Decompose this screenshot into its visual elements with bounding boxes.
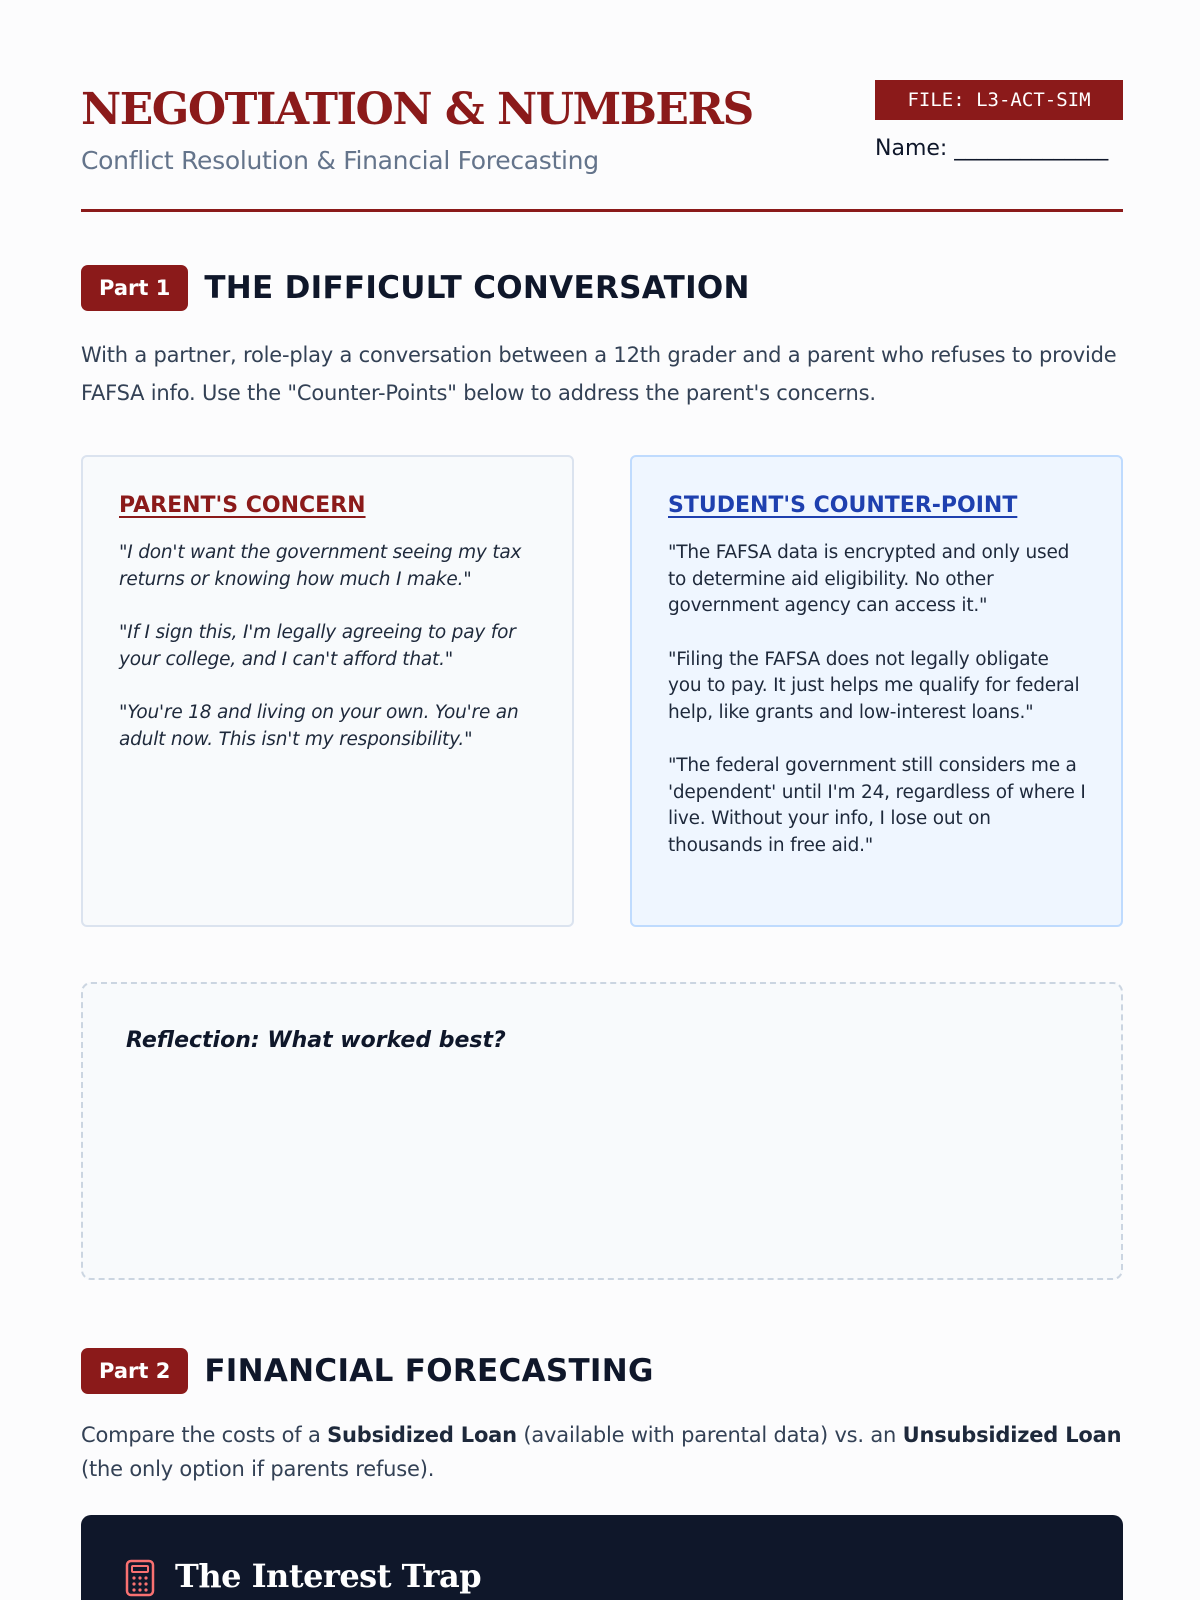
interest-trap-panel xyxy=(81,1515,1123,1600)
reflection-box[interactable] xyxy=(81,982,1123,1280)
interest-trap-title: The Interest Trap xyxy=(175,1557,482,1595)
part1-title: THE DIFFICULT CONVERSATION xyxy=(204,270,750,306)
file-tag: FILE: L3-ACT-SIM xyxy=(875,80,1123,120)
part2-intro-text: (the only option if parents refuse). xyxy=(81,1457,435,1481)
student-quote: "The federal government still considers me a 'dependent' until I'm 24, regardless of where I live. Without your info, I lose out on thousands in free aid." xyxy=(668,755,1086,856)
part1-intro: With a partner, role-play a conversation between a 12th grader and a parent who refuses to provide FAFSA info. Use the "Counter-Points" below to address the parent's concerns. xyxy=(81,343,1117,405)
part2-heading xyxy=(81,1348,654,1394)
part1-heading xyxy=(81,265,750,311)
page-subtitle: Conflict Resolution & Financial Forecasting xyxy=(81,146,599,175)
reflection-label: Reflection: What worked best? xyxy=(126,1028,506,1053)
part2-title: FINANCIAL FORECASTING xyxy=(204,1353,654,1389)
parent-quote: "I don't want the government seeing my tax returns or knowing how much I make." xyxy=(119,542,522,590)
page-title: NEGOTIATION & NUMBERS xyxy=(81,84,753,135)
subsidized-loan-term: Subsidized Loan xyxy=(327,1423,517,1447)
worksheet-page xyxy=(81,0,1123,1595)
part2-intro-text: (available with parental data) vs. an xyxy=(516,1423,903,1447)
part2-badge: Part 2 xyxy=(81,1348,188,1394)
part2-intro-text: Compare the costs of a xyxy=(81,1423,328,1447)
student-quote: "The FAFSA data is encrypted and only used to determine aid eligibility. No other government agency can access it." xyxy=(668,542,1070,616)
header xyxy=(81,0,1123,212)
part2-intro xyxy=(81,1418,1123,1486)
parent-concern-title: PARENT'S CONCERN xyxy=(119,493,366,518)
parent-concern-card xyxy=(81,455,574,927)
student-counterpoint-title: STUDENT'S COUNTER-POINT xyxy=(668,493,1018,518)
unsubsidized-loan-term: Unsubsidized Loan xyxy=(902,1423,1122,1447)
name-field[interactable]: Name: ______________ xyxy=(875,136,1109,161)
student-quote: "Filing the FAFSA does not legally obligate you to pay. It just helps me qualify for federal help, like grants and low-interest loans." xyxy=(668,648,1080,723)
parent-quote: "If I sign this, I'm legally agreeing to pay for your college, and I can't afford that." xyxy=(119,622,516,670)
calculator-icon xyxy=(125,1559,155,1597)
part1-badge: Part 1 xyxy=(81,265,188,311)
student-counterpoint-card xyxy=(630,455,1123,927)
parent-quote: "You're 18 and living on your own. You're an adult now. This isn't my responsibility." xyxy=(119,702,519,750)
